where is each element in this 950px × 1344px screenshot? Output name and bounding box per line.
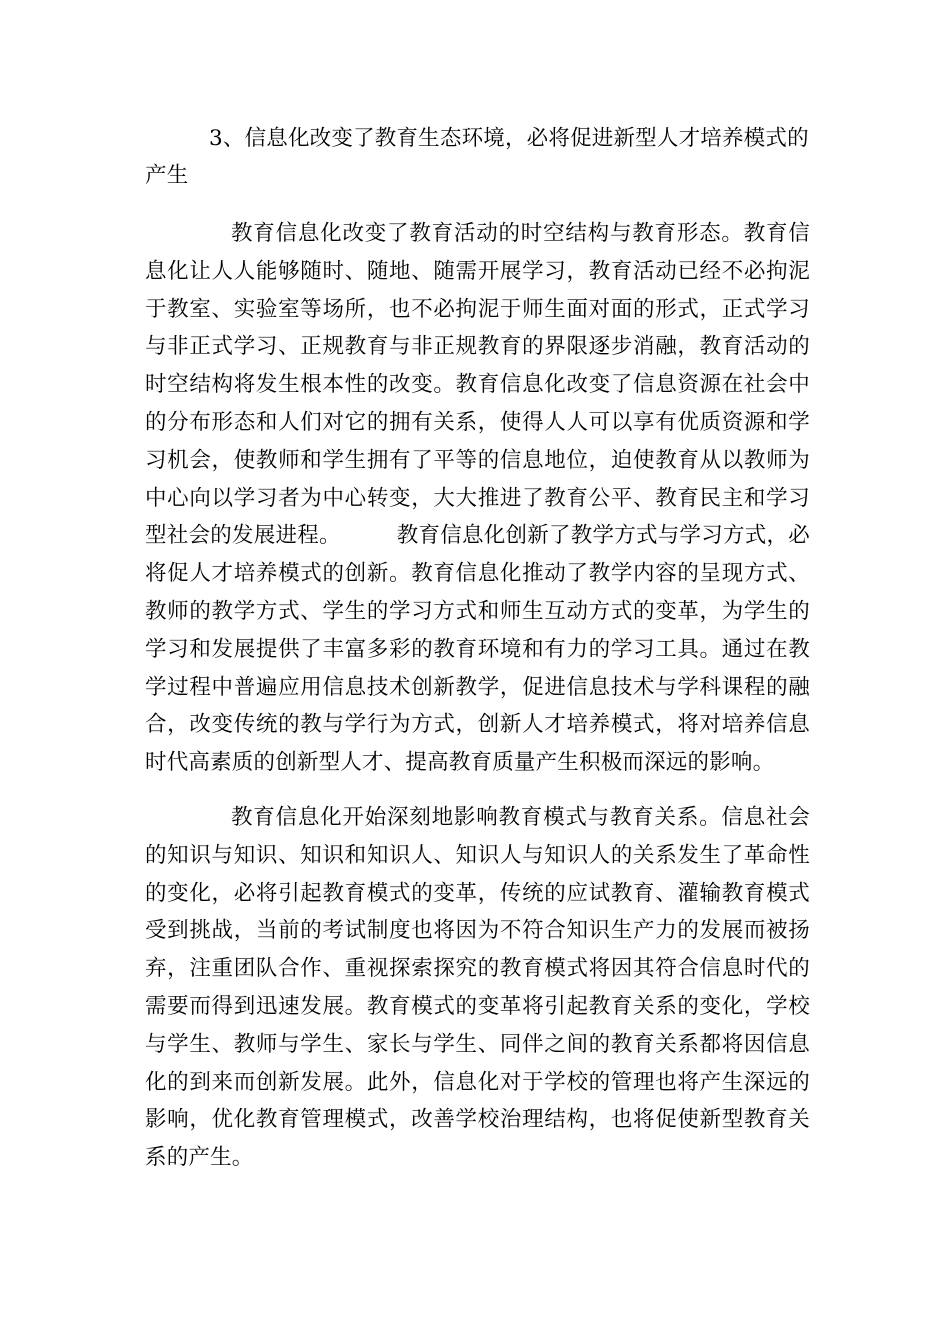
- paragraph-1-text-b: 教育信息化创新了教学方式与学习方式，必将促人才培养模式的创新。教育信息化推动了教学内容的呈现方式、教师的教学方式、学生的学习方式和师生互动方式的变革，为学生的学习和发展提供了丰富多彩的教育环境和有力的学习工具。通过在教学过程中普遍应用信息技术创新教学，促进信息技术与学科课程的融合，改变传统的教与学行为方式，创新人才培养模式，将对培养信息时代高素质的创新型人才、提高教育质量产生积极而深远的影响。: [145, 523, 810, 776]
- section-heading: 3、信息化改变了教育生态环境，必将促进新型人才培养模式的产生: [145, 126, 809, 188]
- paragraph-1-text-a: 教育信息化改变了教育活动的时空结构与教育形态。教育信息化让人人能够随时、随地、随需开展学习，教育活动已经不必拘泥于教室、实验室等场所，也不必拘泥于师生面对面的形式，正式学习与非正式学习、正规教育与非正规教育的界限逐步消融，教育活动的时空结构将发生根本性的改变。教育信息化改变了信息资源在社会中的分布形态和人们对它的拥有关系，使得人人可以享有优质资源和学习机会，使教师和学生拥有了平等的信息地位，迫使教育从以教师为中心向以学习者为中心转变，大大推进了教育公平、教育民主和学习型社会的发展进程。: [145, 221, 810, 549]
- body-paragraph-1: [145, 215, 810, 782]
- body-paragraph-2: 教育信息化开始深刻地影响教育模式与教育关系。信息社会的知识与知识、知识和知识人、知识人与知识人的关系发生了革命性的变化，必将引起教育模式的变革，传统的应试教育、灌输教育模式受到挑战，当前的考试制度也将因为不符合知识生产力的发展而被扬弃，注重团队合作、重视探索探究的教育模式将因其符合信息时代的需要而得到迅速发展。教育模式的变革将引起教育关系的变化，学校与学生、教师与学生、家长与学生、同伴之间的教育关系都将因信息化的到来而创新发展。此外，信息化对于学校的管理也将产生深远的影响，优化教育管理模式，改善学校治理结构，也将促使新型教育关系的产生。: [145, 805, 810, 1171]
